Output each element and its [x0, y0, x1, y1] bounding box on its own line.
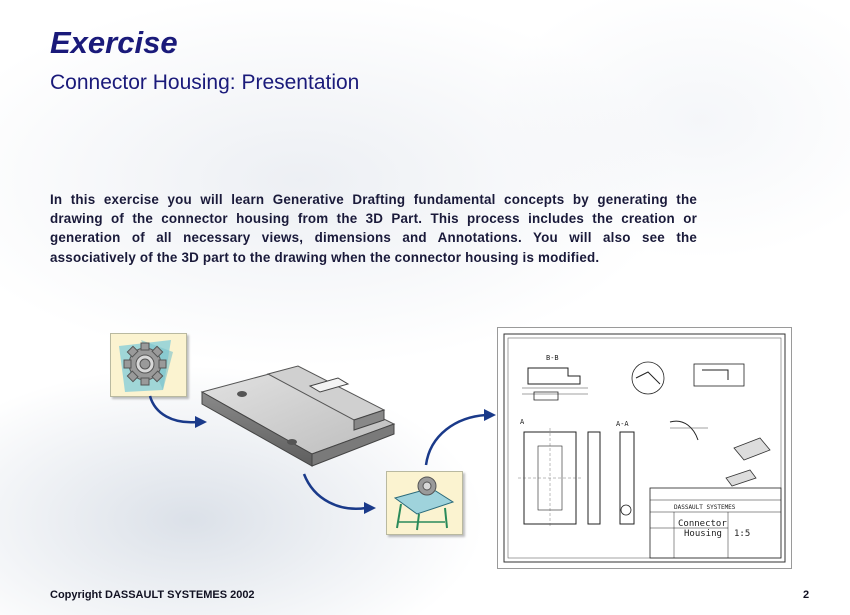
drawing-sheet-graphic [498, 328, 791, 568]
title-block-company: DASSAULT SYSTEMES [674, 504, 736, 511]
page-title: Exercise [50, 25, 178, 60]
generated-drawing-sheet [497, 327, 792, 569]
arrow-icon [420, 405, 500, 470]
page-number: 2 [803, 589, 810, 601]
title-block-name-line1: Connector [678, 519, 727, 529]
arrow-icon [300, 470, 380, 520]
view-label-a: A [520, 418, 525, 426]
view-label-aa: A-A [616, 420, 629, 428]
section-label: B-B [546, 354, 559, 362]
drafting-workbench-icon [386, 471, 463, 535]
part-design-icon [110, 333, 187, 397]
connector-housing-3d-part [198, 362, 398, 472]
title-block-name-line2: Housing [684, 529, 722, 539]
exercise-description: In this exercise you will learn Generative Drafting fundamental concepts by generating the drawing of the connector housing from the 3D Part. This process includes the creation or generation of all necessary views, dimensions and Annotations. You will also see the associatively of the 3D part to the drawing when the connector housing is modified. [50, 192, 697, 265]
gear-icon [111, 334, 186, 396]
copyright-footer: Copyright DASSAULT SYSTEMES 2002 [50, 589, 255, 601]
drafting-table-icon [387, 472, 462, 534]
page-subtitle: Connector Housing: Presentation [50, 71, 360, 94]
title-block-scale: 1:5 [734, 529, 751, 539]
